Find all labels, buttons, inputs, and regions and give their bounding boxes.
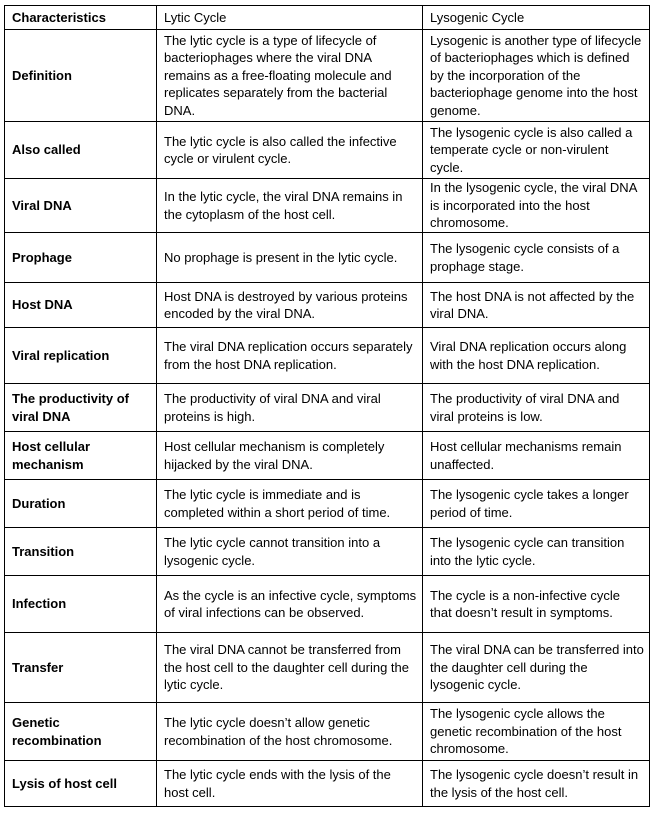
- table-row: [5, 328, 650, 384]
- comparison-table: [4, 5, 650, 807]
- row-characteristic: Duration: [5, 480, 157, 528]
- row-lysogenic: Lysogenic is another type of lifecycle of bacteriophages which is defined by the incorporation of the bacteriophage genome into the host genome.: [423, 30, 650, 122]
- table-row: [5, 233, 650, 283]
- table-row: [5, 122, 650, 179]
- row-lytic: The lytic cycle is also called the infective cycle or virulent cycle.: [157, 122, 423, 179]
- row-characteristic: Also called: [5, 122, 157, 179]
- row-characteristic: Viral DNA: [5, 179, 157, 233]
- header-lytic-cycle: Lytic Cycle: [157, 6, 423, 30]
- row-characteristic: Lysis of host cell: [5, 761, 157, 807]
- row-characteristic: Transfer: [5, 633, 157, 703]
- row-lysogenic: The lysogenic cycle consists of a prophage stage.: [423, 233, 650, 283]
- header-characteristics: Characteristics: [5, 6, 157, 30]
- table-row: [5, 384, 650, 432]
- table-row: [5, 761, 650, 807]
- row-lysogenic: The viral DNA can be transferred into the daughter cell during the lysogenic cycle.: [423, 633, 650, 703]
- row-lysogenic: The cycle is a non-infective cycle that doesn’t result in symptoms.: [423, 576, 650, 633]
- table-row: [5, 480, 650, 528]
- row-lysogenic: The host DNA is not affected by the viral DNA.: [423, 283, 650, 328]
- row-lytic: The productivity of viral DNA and viral proteins is high.: [157, 384, 423, 432]
- row-lytic: The viral DNA replication occurs separately from the host DNA replication.: [157, 328, 423, 384]
- row-lytic: The lytic cycle is a type of lifecycle of bacteriophages where the viral DNA remains as a free-floating molecule and replicates separately from the bacterial DNA.: [157, 30, 423, 122]
- row-lytic: The viral DNA cannot be transferred from the host cell to the daughter cell during the lytic cycle.: [157, 633, 423, 703]
- table-row: [5, 30, 650, 122]
- row-lytic: Host cellular mechanism is completely hijacked by the viral DNA.: [157, 432, 423, 480]
- row-characteristic: Genetic recombination: [5, 703, 157, 761]
- row-lysogenic: The lysogenic cycle can transition into the lytic cycle.: [423, 528, 650, 576]
- row-characteristic: Host DNA: [5, 283, 157, 328]
- row-lysogenic: The lysogenic cycle doesn’t result in the lysis of the host cell.: [423, 761, 650, 807]
- table-row: [5, 179, 650, 233]
- row-lytic: The lytic cycle doesn’t allow genetic recombination of the host chromosome.: [157, 703, 423, 761]
- table-row: [5, 703, 650, 761]
- table-row: [5, 633, 650, 703]
- row-lytic: The lytic cycle ends with the lysis of the host cell.: [157, 761, 423, 807]
- row-characteristic: Viral replication: [5, 328, 157, 384]
- table-row: [5, 283, 650, 328]
- table-row: [5, 432, 650, 480]
- table-row: [5, 528, 650, 576]
- header-row: [5, 6, 650, 30]
- row-characteristic: The productivity of viral DNA: [5, 384, 157, 432]
- row-lysogenic: The lysogenic cycle is also called a temperate cycle or non-virulent cycle.: [423, 122, 650, 179]
- row-characteristic: Definition: [5, 30, 157, 122]
- row-lytic: In the lytic cycle, the viral DNA remains in the cytoplasm of the host cell.: [157, 179, 423, 233]
- row-lytic: Host DNA is destroyed by various proteins encoded by the viral DNA.: [157, 283, 423, 328]
- row-lysogenic: The lysogenic cycle takes a longer period of time.: [423, 480, 650, 528]
- row-characteristic: Infection: [5, 576, 157, 633]
- table-row: [5, 576, 650, 633]
- row-characteristic: Host cellular mechanism: [5, 432, 157, 480]
- row-lytic: As the cycle is an infective cycle, symptoms of viral infections can be observed.: [157, 576, 423, 633]
- row-lysogenic: Host cellular mechanisms remain unaffected.: [423, 432, 650, 480]
- row-lysogenic: The lysogenic cycle allows the genetic recombination of the host chromosome.: [423, 703, 650, 761]
- row-lysogenic: In the lysogenic cycle, the viral DNA is incorporated into the host chromosome.: [423, 179, 650, 233]
- row-lytic: No prophage is present in the lytic cycle.: [157, 233, 423, 283]
- row-characteristic: Transition: [5, 528, 157, 576]
- row-lysogenic: The productivity of viral DNA and viral proteins is low.: [423, 384, 650, 432]
- row-lytic: The lytic cycle cannot transition into a lysogenic cycle.: [157, 528, 423, 576]
- row-characteristic: Prophage: [5, 233, 157, 283]
- header-lysogenic-cycle: Lysogenic Cycle: [423, 6, 650, 30]
- row-lytic: The lytic cycle is immediate and is completed within a short period of time.: [157, 480, 423, 528]
- row-lysogenic: Viral DNA replication occurs along with the host DNA replication.: [423, 328, 650, 384]
